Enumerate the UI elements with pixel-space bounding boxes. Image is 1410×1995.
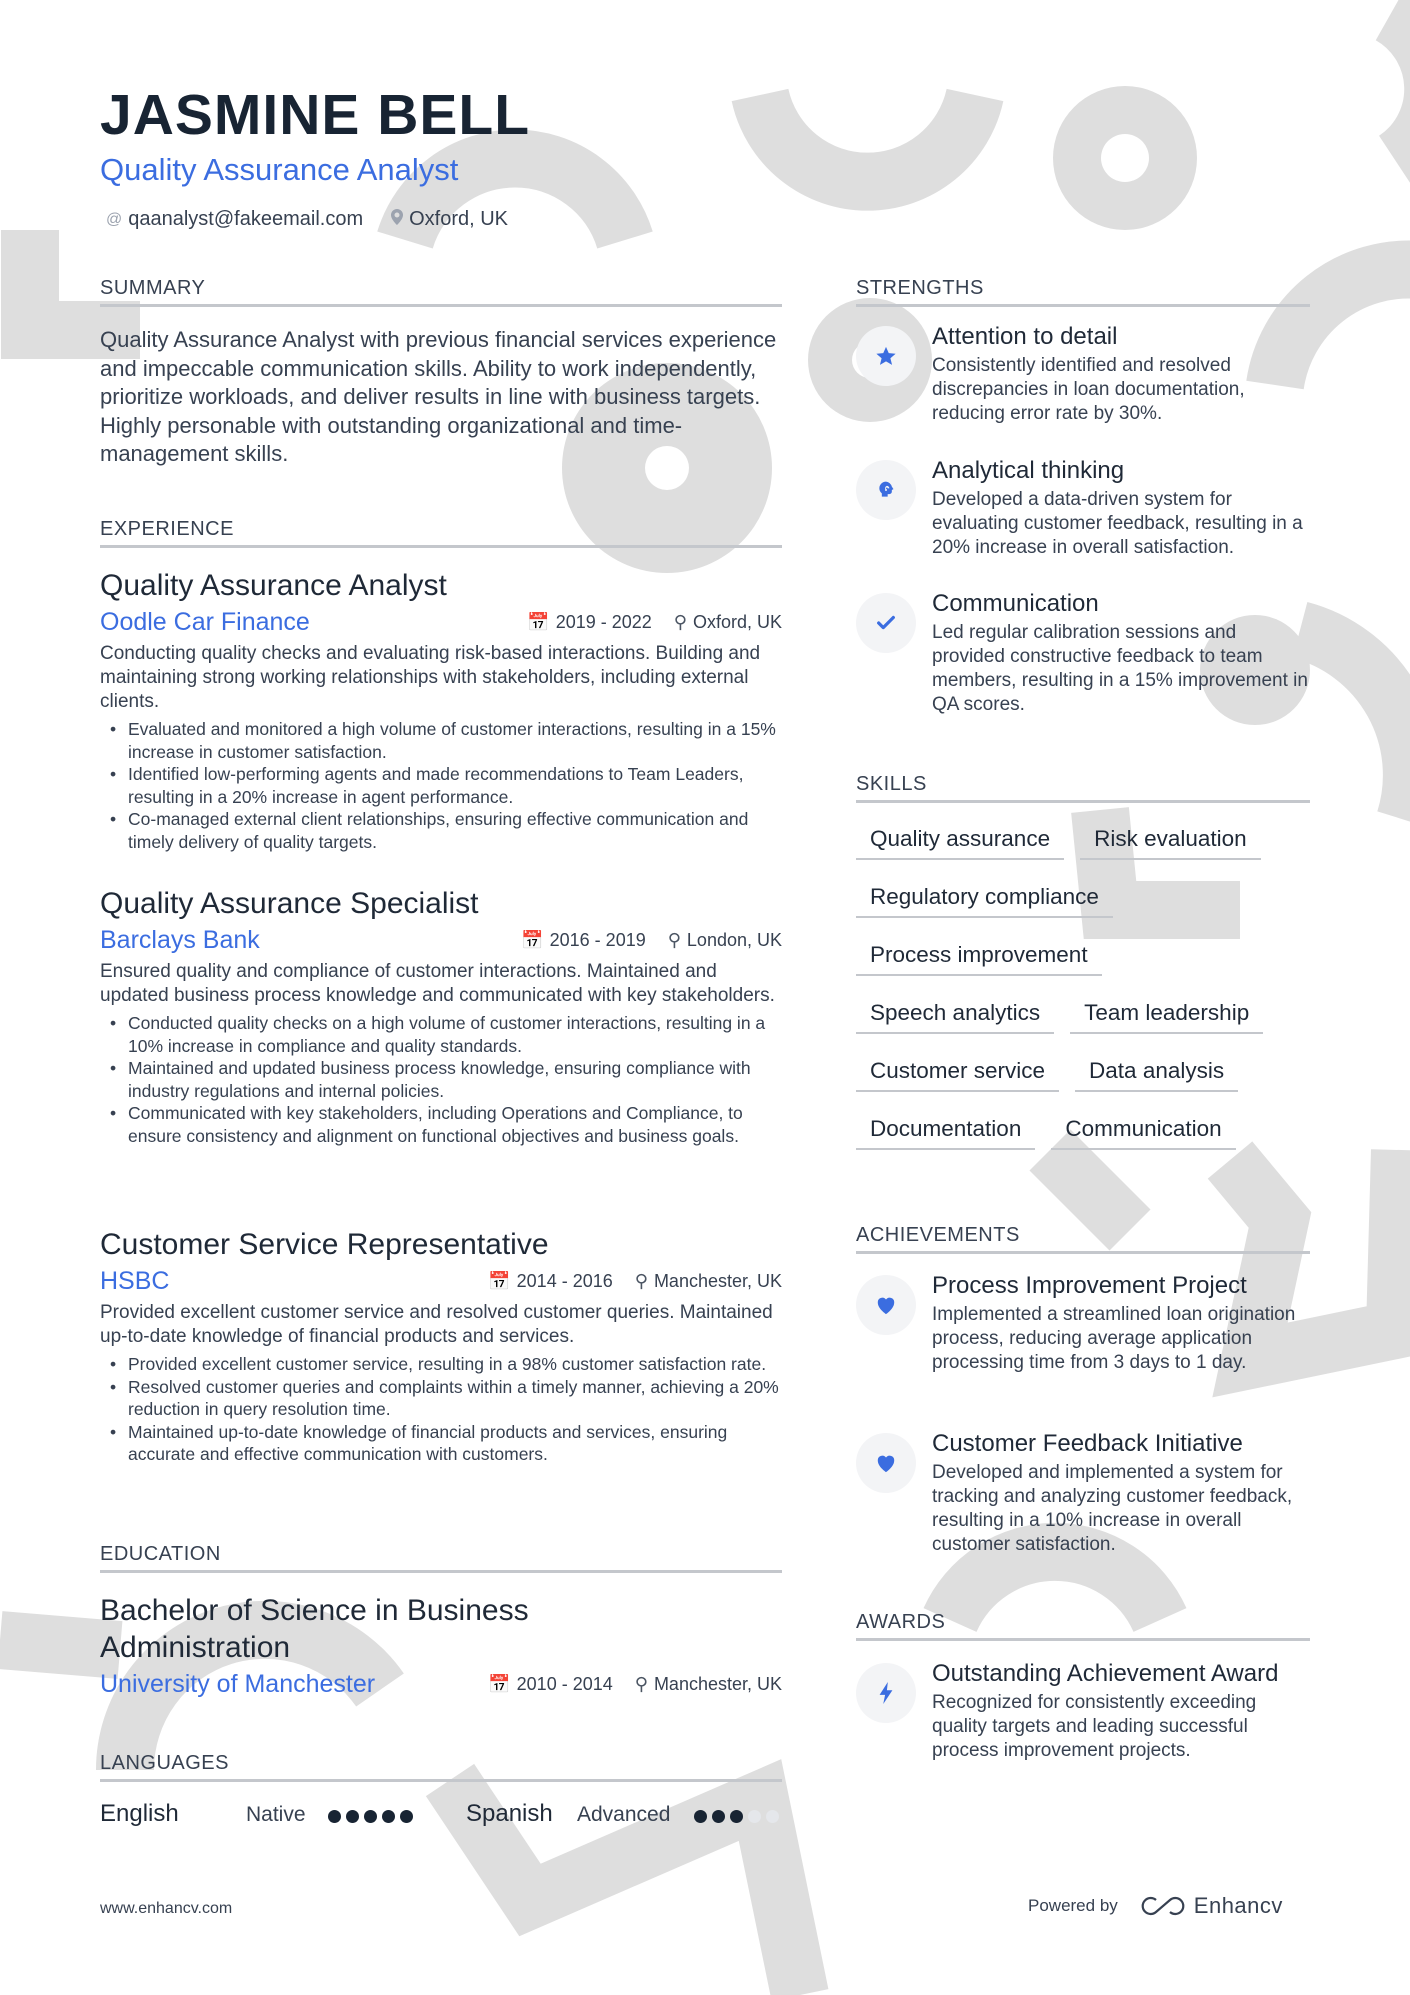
strength-title: Attention to detail <box>932 323 1118 350</box>
skill-tag: Regulatory compliance <box>856 880 1113 918</box>
job-location: ⚲ London, UK <box>667 930 782 950</box>
achievement-title: Process Improvement Project <box>932 1272 1247 1299</box>
star-icon <box>856 326 916 386</box>
company-name: Barclays Bank <box>100 926 260 954</box>
language-rating <box>328 1804 413 1823</box>
rating-dot-filled <box>382 1810 395 1823</box>
summary-text: Quality Assurance Analyst with previous financial services experience and impeccable communication skills. Ability to work independently, prioritize workloads, and deliver results in line with business targets. Highly personable with outstanding organizational and time-management skills. <box>100 327 777 466</box>
languages-list <box>100 1800 782 1836</box>
bullet-item: • Evaluated and monitored a high volume of customer interactions, resulting in a 15% increase in customer satisfaction. <box>100 718 782 763</box>
bullet-item: • Resolved customer queries and complaints within a timely manner, achieving a 20% reduction in query resolution time. <box>100 1376 782 1421</box>
school-name: University of Manchester <box>100 1670 376 1698</box>
skill-tag: Customer service <box>856 1054 1059 1092</box>
bullet-item: • Maintained and updated business process knowledge, ensuring compliance with industry regulations and internal policies. <box>100 1057 782 1102</box>
education-item <box>100 1592 782 1704</box>
rating-dot-filled <box>364 1810 377 1823</box>
rating-dot-empty <box>748 1810 761 1823</box>
experience-item <box>100 886 782 1147</box>
skills-heading: SKILLS <box>856 773 1310 803</box>
skill-tag: Speech analytics <box>856 996 1054 1034</box>
bullet-item: • Maintained up-to-date knowledge of financial products and services, ensuring accurate and effective communication with customers. <box>100 1421 782 1466</box>
job-dates: 📅 2019 - 2022 <box>527 612 652 632</box>
company-name: Oodle Car Finance <box>100 608 310 636</box>
skill-tag: Documentation <box>856 1112 1035 1150</box>
job-location: ⚲ Oxford, UK <box>673 612 782 632</box>
awards-heading: AWARDS <box>856 1611 1310 1641</box>
check-icon <box>856 593 916 653</box>
company-name: HSBC <box>100 1267 170 1295</box>
languages-heading: LANGUAGES <box>100 1752 782 1782</box>
calendar-icon: 📅 <box>488 1271 511 1291</box>
strength-title: Analytical thinking <box>932 457 1125 484</box>
strength-description: Developed a data-driven system for evaluating customer feedback, resulting in a 20% increase in overall satisfaction. <box>932 489 1303 558</box>
degree-title: Bachelor of Science in Business Administration <box>100 1594 529 1664</box>
job-bullets <box>100 718 782 853</box>
summary-heading: SUMMARY <box>100 277 782 307</box>
education-dates: 📅 2010 - 2014 <box>488 1674 613 1694</box>
location-text: Oxford, UK <box>409 208 509 230</box>
job-bullets <box>100 1353 782 1466</box>
award-title: Outstanding Achievement Award <box>932 1660 1279 1687</box>
location-pin-icon: ⚲ <box>673 612 687 632</box>
language-level: Native <box>246 1803 306 1826</box>
bolt-icon <box>856 1663 916 1723</box>
strength-title: Communication <box>932 590 1099 617</box>
skill-tag: Quality assurance <box>856 822 1064 860</box>
enhancv-logo[interactable] <box>1140 1893 1283 1919</box>
footer-website-link[interactable]: www.enhancv.com <box>100 1900 233 1917</box>
education-heading: EDUCATION <box>100 1543 782 1573</box>
location-pin-icon <box>391 209 403 230</box>
job-title: Quality Assurance Analyst <box>100 569 447 602</box>
bullet-item: • Communicated with key stakeholders, including Operations and Compliance, to ensure consistency and alignment on functional objectives and business goals. <box>100 1102 782 1147</box>
bullet-item: • Provided excellent customer service, resulting in a 98% customer satisfaction rate. <box>100 1353 782 1376</box>
experience-item <box>100 1227 782 1466</box>
job-description: Ensured quality and compliance of customer interactions. Maintained and updated business process knowledge and communicated with key stakeholders. <box>100 961 775 1006</box>
job-description: Provided excellent customer service and resolved customer queries. Maintained up-to-date knowledge of financial products and services. <box>100 1302 773 1347</box>
calendar-icon: 📅 <box>521 930 544 950</box>
skills-list <box>856 822 1310 1170</box>
rating-dot-filled <box>694 1810 707 1823</box>
rating-dot-filled <box>730 1810 743 1823</box>
contact-info <box>106 208 508 231</box>
skill-tag: Risk evaluation <box>1080 822 1261 860</box>
enhancv-logo-icon <box>1140 1895 1186 1917</box>
email-text: qaanalyst@fakeemail.com <box>128 208 364 230</box>
rating-dot-filled <box>328 1810 341 1823</box>
powered-by-label: Powered by <box>1028 1896 1118 1915</box>
email-contact[interactable] <box>106 208 363 231</box>
skill-tag: Communication <box>1051 1112 1235 1150</box>
location-pin-icon: ⚲ <box>634 1674 648 1694</box>
location-pin-icon: ⚲ <box>634 1271 648 1291</box>
skill-tag: Process improvement <box>856 938 1102 976</box>
job-dates: 📅 2016 - 2019 <box>521 930 646 950</box>
education-location: ⚲ Manchester, UK <box>634 1674 782 1694</box>
job-dates: 📅 2014 - 2016 <box>488 1271 613 1291</box>
achievement-description: Implemented a streamlined loan origination process, reducing average application processing time from 3 days to 1 day. <box>932 1304 1296 1373</box>
brain-icon <box>856 460 916 520</box>
language-name: Spanish <box>466 1800 553 1827</box>
calendar-icon: 📅 <box>488 1674 511 1694</box>
bullet-item: • Co-managed external client relationships, ensuring effective communication and timely delivery of quality targets. <box>100 808 782 853</box>
rating-dot-filled <box>346 1810 359 1823</box>
bullet-item: • Identified low-performing agents and made recommendations to Team Leaders, resulting in a 20% increase in agent performance. <box>100 763 782 808</box>
calendar-icon: 📅 <box>527 612 550 632</box>
at-icon: @ <box>106 210 123 228</box>
rating-dot-filled <box>400 1810 413 1823</box>
candidate-name: JASMINE BELL <box>100 83 531 147</box>
achievement-description: Developed and implemented a system for tracking and analyzing customer feedback, resulting in a 10% increase in overall customer satisfaction. <box>932 1462 1293 1555</box>
job-title: Quality Assurance Specialist <box>100 887 479 920</box>
brand-name: Enhancv <box>1193 1893 1283 1918</box>
strength-description: Led regular calibration sessions and provided constructive feedback to team members, resulting in a 15% improvement in QA scores. <box>932 622 1308 715</box>
job-description: Conducting quality checks and evaluating risk-based interactions. Building and maintaining strong working relationships with stakeholders, including external clients. <box>100 643 761 712</box>
rating-dot-filled <box>712 1810 725 1823</box>
strength-description: Consistently identified and resolved discrepancies in loan documentation, reducing error rate by 30%. <box>932 355 1245 424</box>
language-rating <box>694 1804 779 1823</box>
location-contact <box>391 208 508 231</box>
achievement-title: Customer Feedback Initiative <box>932 1430 1243 1457</box>
experience-heading: EXPERIENCE <box>100 518 782 548</box>
strengths-heading: STRENGTHS <box>856 277 1310 307</box>
job-location: ⚲ Manchester, UK <box>634 1271 782 1291</box>
skill-tag: Data analysis <box>1075 1054 1238 1092</box>
language-name: English <box>100 1800 179 1827</box>
award-description: Recognized for consistently exceeding quality targets and leading successful process improvement projects. <box>932 1692 1257 1761</box>
job-bullets <box>100 1012 782 1147</box>
footer-branding <box>1028 1893 1283 1919</box>
language-level: Advanced <box>577 1803 671 1826</box>
skill-tag: Team leadership <box>1070 996 1263 1034</box>
heart-icon <box>856 1275 916 1335</box>
achievements-heading: ACHIEVEMENTS <box>856 1224 1310 1254</box>
bullet-item: • Conducted quality checks on a high volume of customer interactions, resulting in a 10% increase in compliance and quality standards. <box>100 1012 782 1057</box>
location-pin-icon: ⚲ <box>667 930 681 950</box>
experience-item <box>100 568 782 853</box>
heart-icon <box>856 1433 916 1493</box>
rating-dot-empty <box>766 1810 779 1823</box>
job-title: Customer Service Representative <box>100 1228 549 1261</box>
candidate-title: Quality Assurance Analyst <box>100 152 459 187</box>
